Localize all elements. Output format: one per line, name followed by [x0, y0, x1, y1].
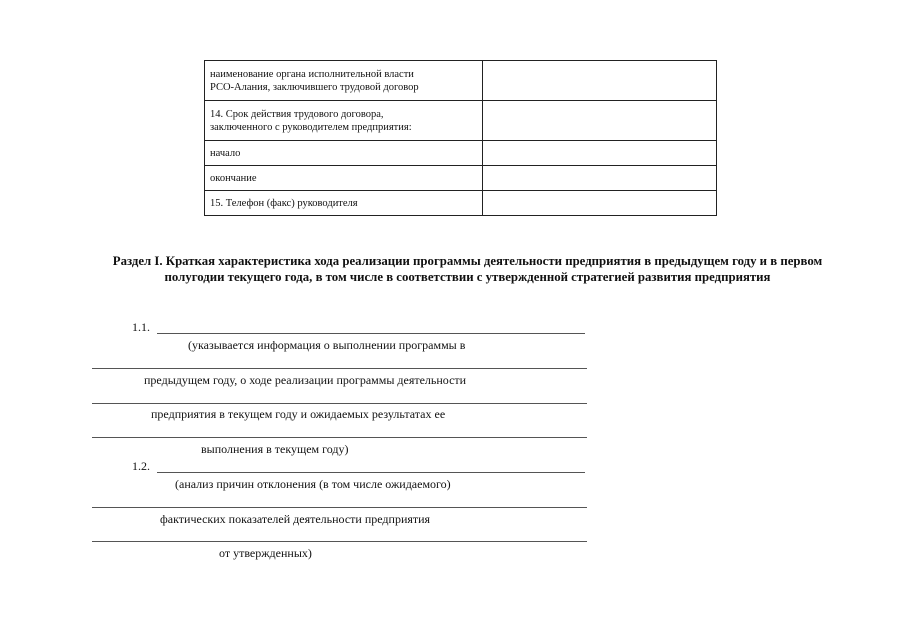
- contract-term-label-line1: 14. Срок действия трудового договора,: [210, 108, 384, 120]
- item-1-2-hint-line: от утвержденных): [219, 546, 312, 560]
- item-1-1-number: 1.1.: [132, 320, 150, 334]
- item-1-2-hint-line: фактических показателей деятельности предприятия: [160, 512, 431, 526]
- item-1-2-fill-line[interactable]: [92, 541, 587, 542]
- item-1-2-hint-line: (анализ причин отклонения (в том числе ожидаемого): [175, 477, 451, 491]
- table-row: [205, 166, 717, 191]
- start-label: начало: [205, 141, 483, 166]
- item-1-1-fill-line[interactable]: [157, 333, 585, 334]
- phone-label: 15. Телефон (факс) руководителя: [205, 191, 483, 216]
- section-heading: Раздел I. Краткая характеристика хода реализации программы деятельности предприятия в предыдущем году и в первом полугодии текущего года, в том числе в соответствии с утвержденной стратегией развития предприятия: [112, 254, 823, 284]
- item-1-1-hint-line: предприятия в текущем году и ожидаемых результатах ее: [151, 407, 446, 421]
- end-value-cell[interactable]: [483, 166, 717, 191]
- item-1-1-fill-line[interactable]: [92, 368, 587, 369]
- item-1-1-hint-line: выполнения в текущем году): [201, 442, 349, 456]
- table-row: [205, 101, 717, 141]
- item-1-2-fill-line[interactable]: [92, 507, 587, 508]
- authority-label-line2: РСО-Алания, заключившего трудовой договор: [210, 81, 419, 93]
- table-row: [205, 61, 717, 101]
- manager-info-table: [204, 60, 717, 216]
- authority-label-line1: наименование органа исполнительной власти: [210, 68, 414, 80]
- item-1-1-hint-line: предыдущем году, о ходе реализации программы деятельности: [144, 373, 467, 387]
- authority-value-cell[interactable]: [483, 61, 717, 101]
- contract-term-label-line2: заключенного с руководителем предприятия:: [210, 121, 412, 133]
- item-1-2-number: 1.2.: [132, 459, 150, 473]
- item-1-2-fill-line[interactable]: [157, 472, 585, 473]
- item-1-1-fill-line[interactable]: [92, 437, 587, 438]
- item-1-1-hint-line: (указывается информация о выполнении программы в: [188, 338, 466, 352]
- table-row: [205, 191, 717, 216]
- item-1-1-fill-line[interactable]: [92, 403, 587, 404]
- contract-term-value-cell[interactable]: [483, 101, 717, 141]
- table-label-cell: [205, 61, 483, 101]
- table-row: [205, 141, 717, 166]
- table-label-cell: [205, 101, 483, 141]
- start-value-cell[interactable]: [483, 141, 717, 166]
- end-label: окончание: [205, 166, 483, 191]
- phone-value-cell[interactable]: [483, 191, 717, 216]
